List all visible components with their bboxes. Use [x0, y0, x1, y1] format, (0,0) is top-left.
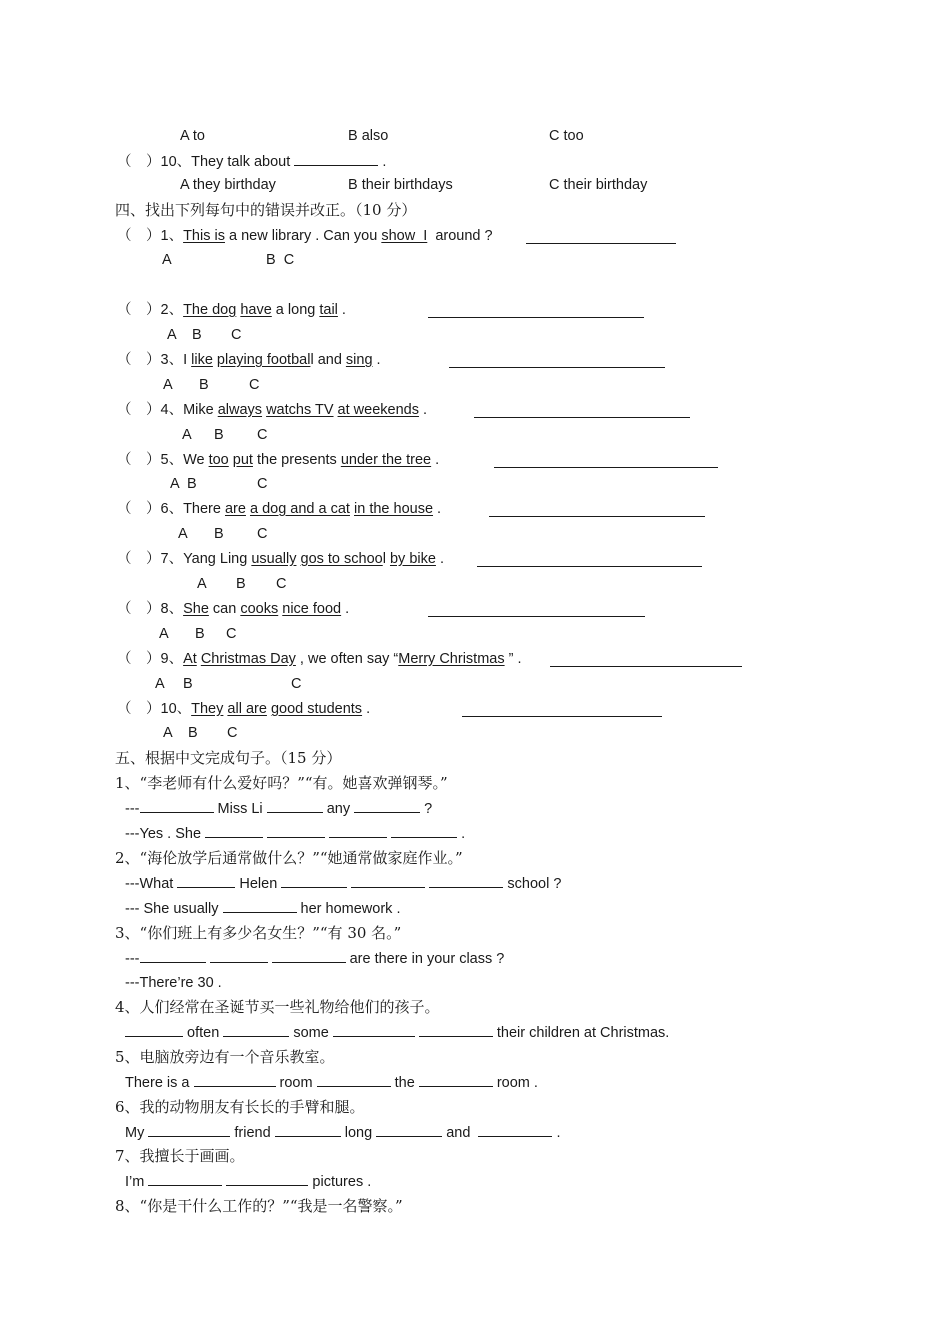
answer-blank[interactable]	[294, 152, 378, 166]
p4-q8-correction-blank[interactable]	[428, 603, 645, 617]
option-a-text: At	[183, 651, 197, 667]
sentence-text: My	[125, 1125, 149, 1141]
fill-blank[interactable]	[177, 874, 235, 888]
question-text: l	[382, 551, 390, 567]
option-b-text: put	[232, 452, 253, 468]
p4-q10-letter-b: B	[188, 725, 198, 741]
p4-q2-correction-blank[interactable]	[428, 304, 644, 318]
option-b-text: a dog and a cat	[249, 501, 350, 517]
question-text: .	[341, 601, 350, 617]
p4-q1-line	[117, 227, 493, 245]
answer-paren: （ ）	[117, 228, 161, 244]
p4-q7-letter-a: A	[197, 576, 207, 592]
answer-paren: （ ）	[117, 701, 161, 717]
answer-paren: （ ）	[117, 651, 161, 667]
option-b-text: have	[240, 302, 272, 318]
question-number: 10、	[160, 701, 192, 717]
p5-q7-line1	[125, 1172, 371, 1191]
sentence-text: I’m	[125, 1174, 149, 1190]
option-c-text: Merry Christmas	[398, 651, 505, 667]
p4-q5-letter-a: A	[170, 476, 180, 492]
option-a-text: always	[217, 402, 263, 418]
p4-q4-line	[117, 401, 427, 419]
p4-q1-correction-blank[interactable]	[526, 230, 676, 244]
fill-blank[interactable]	[267, 824, 325, 838]
question-text: .	[431, 452, 440, 468]
p4-q6-letter-a: A	[178, 526, 188, 542]
p4-q6-letter-b: B	[214, 526, 224, 542]
question-number: 3、I	[160, 352, 192, 368]
option-b-text: all are	[227, 701, 267, 717]
fill-blank[interactable]	[272, 949, 346, 963]
sentence-text: and	[442, 1125, 479, 1141]
p4-q2-letter-b: B	[192, 327, 202, 343]
p4-q9-letter-b: B	[183, 676, 193, 692]
sentence-text: Helen	[235, 876, 282, 892]
option-a-text: This is	[183, 228, 225, 244]
fill-blank[interactable]	[223, 899, 297, 913]
sentence-text: ---	[125, 951, 140, 967]
sentence-text: room .	[492, 1075, 538, 1091]
p4-q3-line	[117, 351, 381, 369]
sentence-text: any	[322, 801, 355, 817]
p4-q2-letter-c: C	[231, 327, 242, 343]
option-b-text: gos to schoo	[300, 551, 383, 567]
option-a-text: usually	[251, 551, 297, 567]
option-b-text: watchs TV	[266, 402, 334, 418]
fill-blank[interactable]	[419, 1073, 493, 1087]
answer-paren: （ ）	[117, 501, 161, 517]
sentence-text: --- She usually	[125, 901, 223, 917]
p4-q8-letter-c: C	[226, 626, 237, 642]
answer-paren: （ ）	[117, 402, 161, 418]
p3-q10-option-b: B their birthdays	[348, 177, 453, 193]
option-c-text: sing	[345, 352, 373, 368]
p4-q5-letter-c: C	[257, 476, 268, 492]
question-number: 8、	[160, 601, 184, 617]
fill-blank[interactable]	[210, 949, 268, 963]
option-b-text: show I	[381, 228, 428, 244]
p3-q10-option-c: C their birthday	[549, 177, 648, 193]
p4-q7-letter-b: B	[236, 576, 246, 592]
option-a-text: They	[191, 701, 224, 717]
p5-q2-line2	[125, 899, 400, 918]
p5-q3-chinese: 3、“你们班上有多少名女生？”“有 30 名。”	[115, 924, 402, 942]
option-b-text: Christmas Day	[200, 651, 296, 667]
p4-q3-letter-b: B	[199, 377, 209, 393]
question-number: 1、	[160, 228, 184, 244]
fill-blank[interactable]	[333, 1023, 415, 1037]
p4-q9-correction-blank[interactable]	[550, 653, 742, 667]
sentence-text: some	[289, 1025, 333, 1041]
p5-q1-line1	[125, 799, 432, 818]
question-number: 5、We	[160, 452, 209, 468]
sentence-text: There is a	[125, 1075, 194, 1091]
sentence-text: pictures .	[308, 1174, 372, 1190]
p4-q6-correction-blank[interactable]	[489, 503, 705, 517]
question-text: 10、They talk about	[160, 154, 291, 170]
fill-blank[interactable]	[205, 824, 263, 838]
p4-q5-line	[117, 451, 439, 469]
p5-q1-line2	[125, 824, 465, 843]
sentence-text: the	[390, 1075, 419, 1091]
question-number: 4、Mike	[160, 402, 218, 418]
fill-blank[interactable]	[125, 1023, 183, 1037]
option-b-text: playing footbal	[216, 352, 311, 368]
option-c-text: nice food	[282, 601, 342, 617]
fill-blank[interactable]	[351, 874, 425, 888]
answer-paren: （ ）	[117, 302, 161, 318]
p4-q7-correction-blank[interactable]	[477, 553, 702, 567]
fill-blank[interactable]	[148, 1172, 222, 1186]
answer-paren: （ ）	[117, 452, 161, 468]
p4-q4-correction-blank[interactable]	[474, 404, 690, 418]
sentence-text: .	[457, 826, 466, 842]
p4-q1-letter-a: A	[162, 252, 172, 268]
q9-option-b: B also	[348, 128, 389, 144]
q9-option-a: A to	[180, 128, 205, 144]
question-text: a long	[271, 302, 320, 318]
p5-q4-line1	[125, 1023, 669, 1042]
question-number: 6、There	[160, 501, 225, 517]
p4-q7-line	[117, 550, 444, 568]
question-suffix: .	[382, 154, 387, 170]
fill-blank[interactable]	[281, 874, 347, 888]
option-a-text: She	[183, 601, 209, 617]
question-text: .	[362, 701, 371, 717]
p3-q10-option-a: A they birthday	[180, 177, 276, 193]
sentence-text: often	[183, 1025, 224, 1041]
p5-q7-chinese: 7、我擅长于画画。	[115, 1147, 245, 1165]
fill-blank[interactable]	[194, 1073, 276, 1087]
question-number: 7、Yang Ling	[160, 551, 252, 567]
p5-q5-chinese: 5、电脑放旁边有一个音乐教室。	[115, 1048, 335, 1066]
fill-blank[interactable]	[391, 824, 457, 838]
p4-q10-letter-c: C	[227, 725, 238, 741]
option-a-text: are	[224, 501, 246, 517]
p4-q9-letter-c: C	[291, 676, 302, 692]
answer-paren: （ ）	[117, 352, 161, 368]
p4-q3-correction-blank[interactable]	[449, 354, 665, 368]
question-text: .	[435, 551, 444, 567]
option-c-text: under the tree	[340, 452, 432, 468]
p5-q8-chinese: 8、“你是干什么工作的？”“我是一名警察。”	[115, 1197, 403, 1215]
p4-q2-line	[117, 301, 346, 319]
p5-q5-line1	[125, 1073, 538, 1092]
p4-q4-letter-c: C	[257, 427, 268, 443]
sentence-text: .	[552, 1125, 561, 1141]
option-c-text: tail	[319, 302, 338, 318]
fill-blank[interactable]	[354, 799, 420, 813]
option-c-text: by bike	[389, 551, 436, 567]
question-text: .	[433, 501, 442, 517]
fill-blank[interactable]	[148, 1123, 230, 1137]
p4-q7-letter-c: C	[276, 576, 287, 592]
fill-blank[interactable]	[140, 799, 214, 813]
p3-q10-line	[117, 152, 386, 171]
question-text: , we often say “	[295, 651, 399, 667]
question-text: around ?	[427, 228, 493, 244]
sentence-text: are there in your class ?	[345, 951, 505, 967]
question-text: .	[372, 352, 381, 368]
sentence-text: room	[275, 1075, 317, 1091]
q9-option-c: C too	[549, 128, 584, 144]
fill-blank[interactable]	[329, 824, 387, 838]
p4-q5-letter-b: B	[187, 476, 197, 492]
p4-q4-letter-a: A	[182, 427, 192, 443]
p5-q3-line1	[125, 949, 504, 968]
p4-q10-letter-a: A	[163, 725, 173, 741]
answer-paren: （ ）	[117, 551, 161, 567]
option-a-text: The dog	[183, 302, 237, 318]
sentence-text: her homework .	[296, 901, 401, 917]
sentence-text: long	[340, 1125, 377, 1141]
p5-q4-chinese: 4、人们经常在圣诞节买一些礼物给他们的孩子。	[115, 998, 440, 1016]
fill-blank[interactable]	[478, 1123, 552, 1137]
section-4-heading: 四、找出下列每句中的错误并改正。（10 分）	[115, 201, 417, 219]
fill-blank[interactable]	[376, 1123, 442, 1137]
answer-paren: （ ）	[117, 601, 161, 617]
sentence-text: their children at Christmas.	[492, 1025, 670, 1041]
sentence-text: friend	[230, 1125, 275, 1141]
p5-q1-chinese: 1、“李老师有什么爱好吗？”“有。她喜欢弹钢琴。”	[115, 774, 448, 792]
question-number: 9、	[160, 651, 184, 667]
question-text: the presents	[252, 452, 341, 468]
sentence-text: Miss Li	[213, 801, 267, 817]
p4-q2-letter-a: A	[167, 327, 177, 343]
question-text: .	[418, 402, 428, 418]
fill-blank[interactable]	[267, 799, 323, 813]
fill-blank[interactable]	[226, 1172, 308, 1186]
p4-q9-letter-a: A	[155, 676, 165, 692]
p4-q9-line	[117, 650, 522, 668]
p5-q6-line1	[125, 1123, 561, 1142]
p5-q2-chinese: 2、“海伦放学后通常做什么？”“她通常做家庭作业。”	[115, 849, 463, 867]
sentence-text: ---Yes . She	[125, 826, 206, 842]
sentence-text: school ?	[503, 876, 562, 892]
p5-q2-line1	[125, 874, 561, 893]
p4-q6-line	[117, 500, 441, 518]
question-text: .	[337, 302, 346, 318]
p4-q8-letter-a: A	[159, 626, 169, 642]
p4-q8-line	[117, 600, 349, 618]
option-a-text: like	[191, 352, 213, 368]
question-text: ” .	[504, 651, 522, 667]
option-a-text: too	[208, 452, 229, 468]
sentence-text: ---What	[125, 876, 178, 892]
section-5-heading: 五、根据中文完成句子。（15 分）	[115, 749, 342, 767]
option-b-text: cooks	[240, 601, 279, 617]
option-c-text: good students	[270, 701, 363, 717]
answer-paren: （ ）	[117, 154, 161, 170]
option-c-text: at weekends	[337, 402, 419, 418]
fill-blank[interactable]	[317, 1073, 391, 1087]
p4-q3-letter-a: A	[163, 377, 173, 393]
question-number: 2、	[160, 302, 184, 318]
p4-q1-letter-bc: B C	[266, 252, 295, 268]
fill-blank[interactable]	[419, 1023, 493, 1037]
sentence-text: ---	[125, 801, 140, 817]
p5-q3-line2: ---There’re 30 .	[125, 975, 222, 991]
fill-blank[interactable]	[140, 949, 206, 963]
p4-q8-letter-b: B	[195, 626, 205, 642]
sentence-text: ?	[420, 801, 433, 817]
p4-q10-correction-blank[interactable]	[462, 703, 662, 717]
option-c-text: in the house	[354, 501, 434, 517]
question-text: can	[208, 601, 241, 617]
p4-q6-letter-c: C	[257, 526, 268, 542]
p5-q6-chinese: 6、我的动物朋友有长长的手臂和腿。	[115, 1098, 365, 1116]
fill-blank[interactable]	[223, 1023, 289, 1037]
fill-blank[interactable]	[429, 874, 503, 888]
p4-q3-letter-c: C	[249, 377, 260, 393]
p4-q10-line	[117, 700, 370, 718]
question-text: l and	[310, 352, 346, 368]
p4-q4-letter-b: B	[214, 427, 224, 443]
p4-q5-correction-blank[interactable]	[494, 454, 718, 468]
question-text: a new library . Can you	[224, 228, 382, 244]
fill-blank[interactable]	[275, 1123, 341, 1137]
